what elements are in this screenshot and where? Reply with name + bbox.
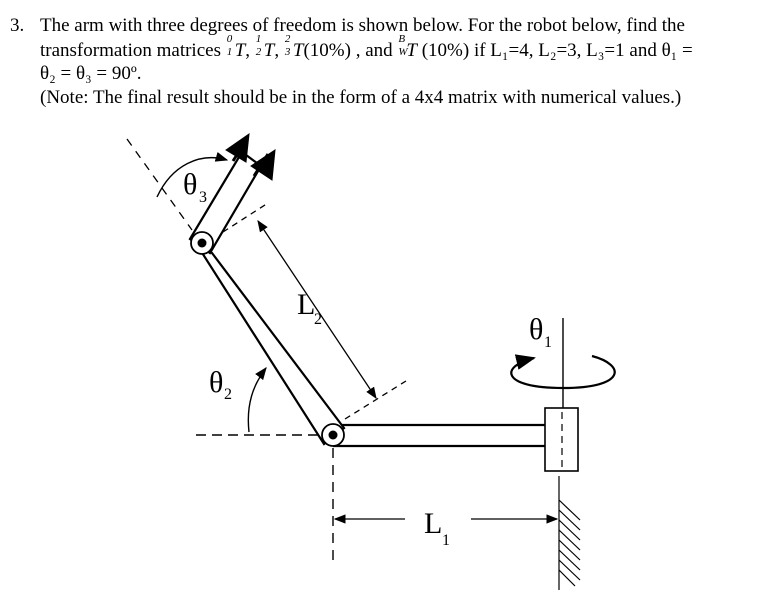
matrix-bw-weight: (10%) <box>421 40 470 61</box>
matrix-23-symbol: T <box>292 40 304 61</box>
theta3-label: θ <box>183 168 198 201</box>
ground-hatch <box>559 476 580 590</box>
problem-note: (Note: The final result should be in the form of a 4x4 matrix with numerical values.) <box>40 87 682 108</box>
l1-label: L <box>424 507 443 540</box>
matrix-23-weight: (10%) <box>303 40 351 61</box>
joint-2 <box>191 232 213 254</box>
theta2-label: θ <box>209 366 224 399</box>
matrix-12-indices: 1 2 <box>255 33 262 58</box>
base-block <box>545 408 578 471</box>
link-2 <box>192 237 344 444</box>
theta2-subscript: 2 <box>224 386 232 403</box>
matrix-bw-symbol: T <box>406 40 417 61</box>
problem-number: 3. <box>10 15 25 36</box>
joint-1 <box>322 424 344 446</box>
l2-subscript: 2 <box>314 311 322 328</box>
theta1-subscript: 1 <box>544 334 552 351</box>
l1-subscript: 1 <box>442 532 450 549</box>
matrix-bw-indices: B W <box>398 33 408 58</box>
problem-line-1: The arm with three degrees of freedom is shown below. For the robot below, find the <box>40 15 685 36</box>
link-1 <box>333 425 545 446</box>
matrix-23-indices: 2 3 <box>284 33 291 58</box>
problem-line-3: θ₂ = θ₃ = 90º. <box>40 63 142 84</box>
matrix-01-symbol: T <box>234 40 246 61</box>
l2-label: L <box>297 288 316 321</box>
given-values: if L₁=4, L₂=3, L₃=1 and θ₁ = <box>473 40 693 61</box>
theta2-arc <box>248 368 266 432</box>
matrix-01-indices: 0 1 <box>226 33 233 58</box>
and-word: and <box>365 40 393 61</box>
theta1-label: θ <box>529 313 544 346</box>
problem-line-2: transformation matrices 0 1 T, 1 2 T, 2 3 T(10%) , and B W T (10%) if L₁=4, L₂=3, L₃=1 and θ₁ = <box>40 33 693 61</box>
matrices-intro: transformation matrices <box>40 40 221 61</box>
matrix-12-symbol: T <box>263 40 275 61</box>
theta3-subscript: 3 <box>199 189 207 206</box>
